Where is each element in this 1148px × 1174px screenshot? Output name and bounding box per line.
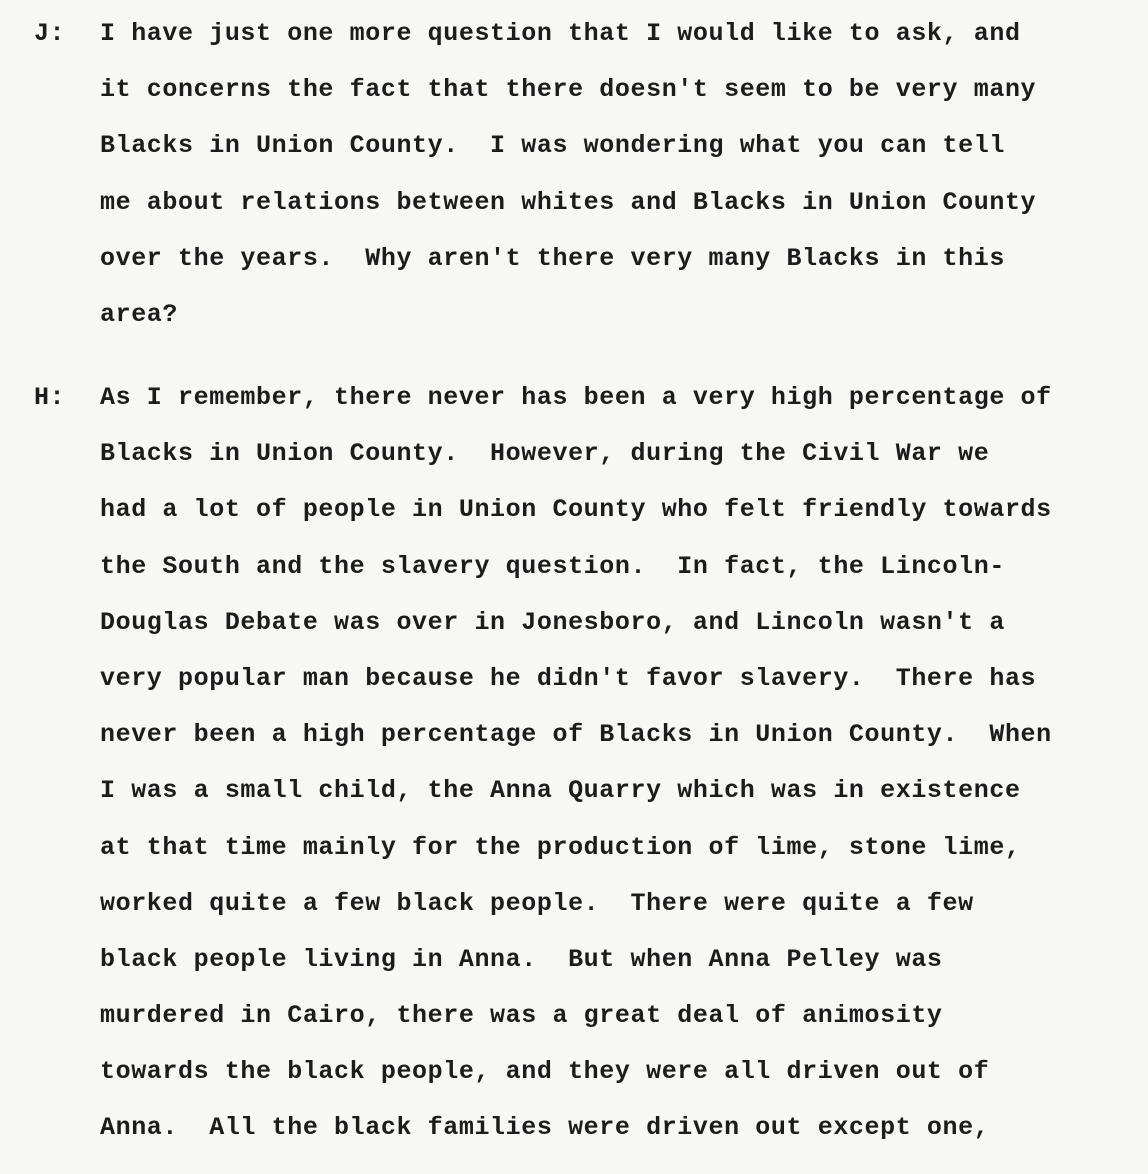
text-line: As I remember, there never has been a very high percentage of <box>100 383 1052 412</box>
text-line: area? <box>100 299 179 329</box>
text-line: I have just one more question that I would like to ask, and <box>100 19 1021 48</box>
text-line: Douglas Debate was over in Jonesboro, and Lincoln wasn't a <box>100 607 1005 637</box>
text-line: I was a small child, the Anna Quarry which was in existence <box>100 776 1021 806</box>
entry-text <box>100 6 1140 343</box>
text-line: it concerns the fact that there doesn't seem to be very many <box>100 75 1037 105</box>
text-line: at that time mainly for the production of lime, stone lime, <box>100 832 1021 862</box>
text-line: black people living in Anna. But when Anna Pelley was <box>100 944 943 974</box>
speaker-label: J: <box>34 19 66 48</box>
text-line: worked quite a few black people. There were quite a few <box>100 888 974 918</box>
text-line: me about relations between whites and Blacks in Union County <box>100 187 1037 217</box>
text-line: the South and the slavery question. In fact, the Lincoln- <box>100 551 1005 581</box>
entry-text <box>100 370 1140 1157</box>
text-line: had a lot of people in Union County who felt friendly towards <box>100 495 1052 525</box>
text-line: Blacks in Union County. However, during the Civil War we <box>100 439 990 469</box>
text-line: towards the black people, and they were all driven out of <box>100 1057 990 1087</box>
text-line: Anna. All the black families were driven out except one, <box>100 1113 990 1143</box>
text-line: never been a high percentage of Blacks in Union County. When <box>100 720 1052 750</box>
text-line: Blacks in Union County. I was wondering what you can tell <box>100 131 1005 161</box>
text-line: murdered in Cairo, there was a great deal of animosity <box>100 1001 943 1031</box>
text-line: very popular man because he didn't favor slavery. There has <box>100 663 1037 693</box>
speaker-label: H: <box>34 383 66 412</box>
text-line: over the years. Why aren't there very many Blacks in this <box>100 243 1005 273</box>
